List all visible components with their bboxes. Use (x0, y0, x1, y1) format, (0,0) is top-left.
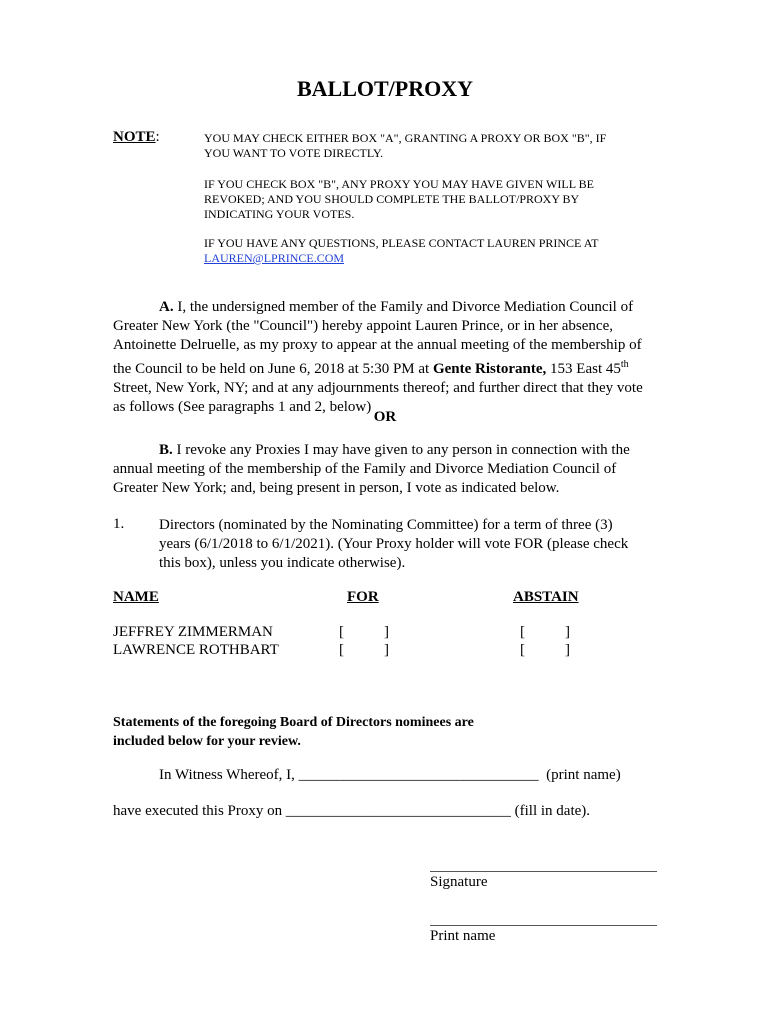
note-paragraph-1: YOU MAY CHECK EITHER BOX "A", GRANTING A PROXY OR BOX "B", IF YOU WANT TO VOTE DIRECTLY. (204, 131, 607, 160)
note-label: NOTE: (113, 129, 160, 145)
signature-line[interactable] (430, 871, 657, 872)
for-checkbox[interactable]: [ ] (339, 624, 389, 640)
section-b-label: B. (159, 442, 173, 458)
item-1-number: 1. (113, 516, 125, 532)
nominee-name: LAWRENCE ROTHBART (113, 642, 279, 658)
section-a-label: A. (159, 299, 174, 315)
note-paragraph-2: IF YOU CHECK BOX "B", ANY PROXY YOU MAY HAVE GIVEN WILL BE REVOKED; AND YOU SHOULD COMPLETE THE BALLOT/PROXY BY INDICATING YOUR VOTES. (204, 177, 594, 221)
date-field[interactable]: have executed this Proxy on ______________________________ (fill in date). (113, 803, 591, 819)
section-b-paragraph: B. I revoke any Proxies I may have given to any person in connection with the annual meeting of the membership of the Family and Divorce Mediation Council of Greater New York; and, being present in person, I vote as indicated below. (113, 442, 630, 496)
contact-email-link[interactable]: LAUREN@LPRINCE.COM (204, 251, 345, 265)
print-name-field[interactable]: In Witness Whereof, I, ________________________________ (print name) (159, 767, 621, 783)
for-column-header: FOR (347, 589, 379, 605)
abstain-checkbox[interactable]: [ ] (520, 642, 570, 658)
section-a-paragraph: A. I, the undersigned member of the Family and Divorce Mediation Council of Greater New York (the "Council") hereby appoint Lauren Prince, or in her absence, Antoinette Delruelle, as my proxy to appear at the annual meeting of the membership of the Council to be held on June 6, 2018 at 5:30 PM at Gente Ristorante, 153 East 45th Street, New York, NY; and at any adjournments thereof; and further direct that they vote as follows (See paragraphs 1 and 2, below) (113, 299, 643, 415)
document-title: BALLOT/PROXY (296, 76, 474, 101)
print-name-label: Print name (430, 928, 496, 944)
for-checkbox[interactable]: [ ] (339, 642, 389, 658)
abstain-column-header: ABSTAIN (513, 589, 579, 605)
or-divider: OR (373, 409, 397, 425)
abstain-checkbox[interactable]: [ ] (520, 624, 570, 640)
statements-note: Statements of the foregoing Board of Directors nominees are included below for your review. (113, 715, 474, 749)
item-1-text: Directors (nominated by the Nominating Committee) for a term of three (3) years (6/1/2018 to 6/1/2021). (Your Proxy holder will vote FOR (please check this box), unless you indicate otherwise). (159, 517, 629, 571)
print-name-line[interactable] (430, 925, 657, 926)
signature-label: Signature (430, 874, 488, 890)
name-column-header: NAME (113, 589, 159, 605)
nominee-name: JEFFREY ZIMMERMAN (113, 624, 273, 640)
note-paragraph-3: IF YOU HAVE ANY QUESTIONS, PLEASE CONTACT LAUREN PRINCE AT LAUREN@LPRINCE.COM (204, 236, 599, 265)
